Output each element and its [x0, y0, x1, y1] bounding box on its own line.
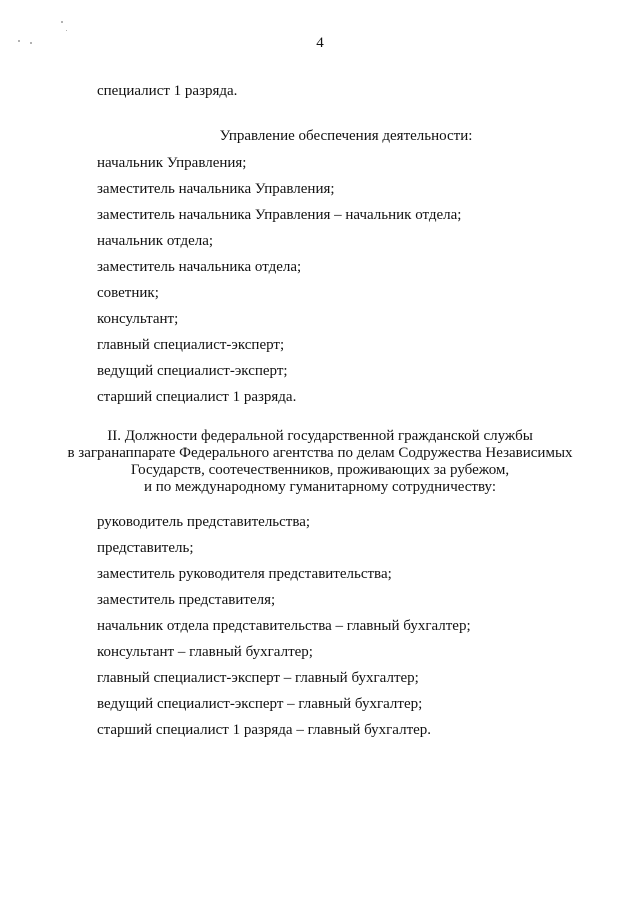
list-item: консультант – главный бухгалтер; [97, 644, 313, 660]
list-item: ведущий специалист-эксперт; [97, 363, 288, 379]
list-item: заместитель руководителя представительства; [97, 566, 392, 582]
list-item: старший специалист 1 разряда. [97, 389, 297, 405]
section2-heading-line: в загранаппарате Федерального агентства по делам Содружества Независимых [67, 445, 573, 461]
list-item: начальник Управления; [97, 155, 247, 171]
top-line: специалист 1 разряда. [97, 83, 238, 99]
list-item: заместитель начальника Управления; [97, 181, 335, 197]
list-item: консультант; [97, 311, 179, 327]
list-item: старший специалист 1 разряда – главный бухгалтер. [97, 722, 432, 738]
list-item: представитель; [97, 540, 194, 556]
section1-heading: Управление обеспечения деятельности: [219, 128, 473, 144]
section2-heading-line: Государств, соотечественников, проживающих за рубежом, [130, 462, 510, 478]
list-item: главный специалист-эксперт; [97, 337, 285, 353]
scan-speck [61, 21, 63, 23]
section2-heading-line: II. Должности федеральной государственной гражданской службы [107, 428, 533, 444]
page-number: 4 [316, 35, 324, 51]
section2-heading-line: и по международному гуманитарному сотрудничеству: [143, 479, 497, 495]
list-item: заместитель начальника Управления – начальник отдела; [97, 207, 462, 223]
list-item: заместитель начальника отдела; [97, 259, 302, 275]
list-item: начальник отдела представительства – главный бухгалтер; [97, 618, 471, 634]
list-item: руководитель представительства; [97, 514, 311, 530]
list-item: главный специалист-эксперт – главный бухгалтер; [97, 670, 419, 686]
scan-speck [66, 30, 67, 31]
list-item: заместитель представителя; [97, 592, 276, 608]
list-item: ведущий специалист-эксперт – главный бухгалтер; [97, 696, 423, 712]
list-item: начальник отдела; [97, 233, 214, 249]
list-item: советник; [97, 285, 159, 301]
